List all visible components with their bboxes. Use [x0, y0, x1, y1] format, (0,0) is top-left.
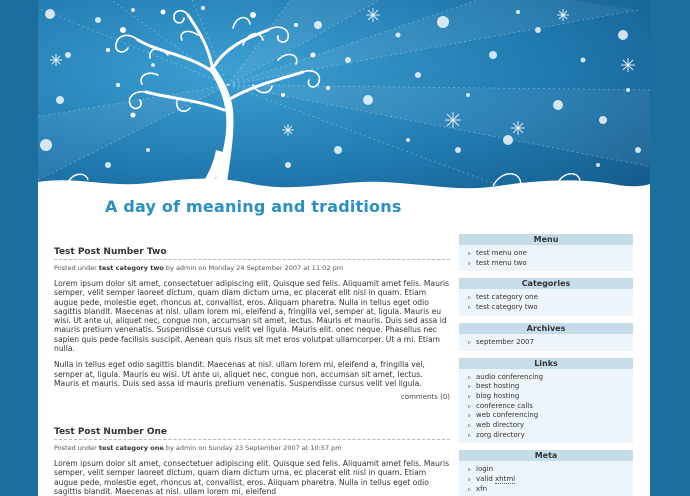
sidebar [459, 234, 633, 496]
post-meta [54, 264, 450, 272]
widget-meta [459, 450, 633, 496]
meta-valid-xhtml-link[interactable] [468, 475, 633, 485]
widget-list [459, 369, 633, 444]
meta-xfn-link[interactable]: ▹ xfn [468, 485, 633, 495]
widget-title: Links [459, 358, 633, 369]
category-link-two[interactable]: ▹ test category two [468, 303, 633, 313]
post-body [54, 279, 450, 388]
link-audio-conferencing[interactable]: ▹ audio conferencing [468, 373, 633, 383]
winter-tree-illustration [38, 0, 650, 230]
site-title[interactable]: A day of meaning and traditions [105, 197, 402, 216]
meta-valid-label: valid [476, 475, 493, 484]
post-category-link[interactable]: test category two [98, 264, 164, 272]
widget-list [459, 289, 633, 315]
widget-categories [459, 278, 633, 315]
post-category-link[interactable]: test category one [98, 444, 164, 452]
post-meta-prefix: Posted under [54, 264, 97, 272]
widget-title: Meta [459, 450, 633, 461]
post [54, 247, 450, 401]
header-banner [38, 0, 650, 230]
post-meta-author-date: by admin on Monday 24 September 2007 at 11:02 pm [165, 264, 344, 272]
main-content [54, 247, 450, 496]
link-blog-hosting[interactable]: ▹ blog hosting [468, 392, 633, 402]
post-meta-author-date: by admin on Sunday 23 September 2007 at 10:57 pm [165, 444, 342, 452]
widget-list [459, 461, 633, 496]
menu-item-test-menu-one[interactable]: ▹ test menu one [468, 249, 633, 259]
link-web-directory[interactable]: ▹ web directory [468, 421, 633, 431]
widget-title: Archives [459, 323, 633, 334]
xhtml-abbr: xhtml [495, 475, 516, 484]
post-body [54, 459, 450, 496]
post-title[interactable]: Test Post Number One [54, 427, 450, 440]
post-paragraph: Lorem ipsum dolor sit amet, consectetuer adipiscing elit. Quisque sed felis. Aliquamit amet felis. Mauris semper, velit semper laoreet dictum, quam diam dictum urna, ec placerat elit nisl in quam. Etiam augue pede, molestie eget, rhoncus at, convallist, eros. Aliquam pharetra. Nulla in tellus eget odio sagittis blandit. Maecenas at nisl. ullam lorem mi, eleifend [54, 459, 450, 496]
link-conference-calls[interactable]: ▹ conference calls [468, 402, 633, 412]
widget-title: Menu [459, 234, 633, 245]
widget-title: Categories [459, 278, 633, 289]
widget-list [459, 334, 633, 351]
post-meta [54, 444, 450, 452]
post [54, 427, 450, 496]
widget-links [459, 358, 633, 444]
page-container [38, 0, 650, 496]
link-web-conferencing[interactable]: ▹ web conferencing [468, 411, 633, 421]
archive-link[interactable]: ▹ september 2007 [468, 338, 633, 348]
link-zorg-directory[interactable]: ▹ zorg directory [468, 431, 633, 441]
post-title[interactable]: Test Post Number Two [54, 247, 450, 260]
post-paragraph: Lorem ipsum dolor sit amet, consectetuer adipiscing elit. Quisque sed felis. Aliquamit amet felis. Mauris semper, velit semper laoreet dictum, quam diam dictum urna, ec placerat elit nisl in quam. Etiam augue pede, molestie eget, rhoncus at, convallist, eros. Aliquam pharetra. Nulla in tellus eget odio sagittis blandit. Maecenas at nisl. ullam lorem mi, eleifend a, fringilla vel, semper at, ligula. Mauris eu wisi. Ut ante ui, aliquet nec, congue non, accumsan sit amet, lectus. Mauris et mauris. Duis sed assa id mauris pretium venenatis. Suspendisse cursus velit vel ligula. Mauris elit. onec neque. Phasellus nec sapien quis pede facilisis suscipit. Aenean quis risus sit met eros volutpat ullamcorper. Ut a mi. Etiam nulla. [54, 279, 450, 354]
menu-item-test-menu-two[interactable]: ▹ test menu two [468, 259, 633, 269]
post-meta-prefix: Posted under [54, 444, 97, 452]
comments-link[interactable]: comments (0) [400, 393, 450, 402]
widget-list [459, 245, 633, 271]
post-paragraph: Nulla in tellus eget odio sagittis blandit. Maecenas at nisl. ullam lorem mi, eleifend a, fringilla vel, semper at, ligula. Mauris eu wisi. Ut ante ui, aliquet nec, congue non, accumsan sit amet, lectus. Mauris et mauris. Duis sed assa id mauris pretium venenatis. Suspendisse cursus velit vel ligula. [54, 360, 425, 388]
category-link-one[interactable]: ▹ test category one [468, 293, 633, 303]
link-best-hosting[interactable]: ▹ best hosting [468, 382, 633, 392]
meta-login-link[interactable]: ▹ login [468, 465, 633, 475]
widget-archives [459, 323, 633, 351]
widget-menu [459, 234, 633, 271]
